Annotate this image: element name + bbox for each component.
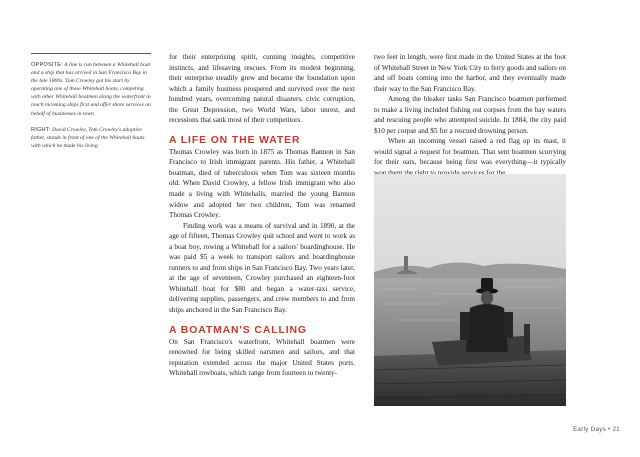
text-column-right	[374, 52, 566, 179]
photo-illustration	[374, 174, 566, 406]
caption-right-label: RIGHT:	[31, 126, 51, 133]
caption-opposite	[31, 61, 151, 118]
section-heading-boatmans-calling: A BOATMAN'S CALLING	[169, 324, 307, 336]
paragraph-bleaker-tasks: Among the bleaker tasks San Francisco boatmen performed to make a living included fishing out corpses from the bay waters and rescuing people who attempted suicide. In 1884, the city paid $10 per corpse and $5 for a rescued drowning person.	[374, 95, 566, 135]
photo-captions	[31, 53, 151, 158]
text-column-middle	[169, 52, 355, 379]
paragraph-red-flag: When an incoming vessel raised a red flag up its mast, it would signal a request for boatmen. That sent boatmen scurrying for their oars, because being first was everything—it typically	[374, 137, 566, 167]
caption-opposite-label: OPPOSITE:	[31, 62, 63, 68]
section-heading-life-on-the-water: A LIFE ON THE WATER	[169, 134, 301, 146]
caption-rule-top	[31, 53, 151, 54]
caption-opposite-text: A line is run between a Whitehall boat and a ship that has arrived in San Francisco Bay in the late 1800s. Tom Crowley got his start by operating one of these Whitehall boats, competing with other Whitehall boatmen along the waterfront to reach incoming ships first and offer shore services on behalf of businesses in town.	[31, 62, 151, 117]
historical-photo-david-crowley	[374, 174, 566, 406]
page-footer: Early Days • 21	[573, 426, 620, 433]
paragraph-birth: Thomas Crowley was born in 1875 as Thomas Bannon in San Francisco to Irish immigrant parents. His father, a Whitehall boatman, died of tuberculosis when Tom was sixteen months old. When David Crowley, a fellow Irish immigrant who also made a living with Whitehalls, married the young Bannon widow and adopted her two children, Tom was renamed Thomas Crowley.	[169, 147, 355, 220]
caption-right	[31, 126, 151, 150]
intro-paragraph: for their enterprising spirit, cunning insights, competitive instincts, and lifesaving rescues. From its modest beginning, their enterprise steadily grew and became the foundation upon which a family business prospered and survived over the next hundred years, overcoming natural disasters, civic corruption, the Great Depression, two World Wars, labor unrest, and recessions that sank most of their competitors.	[169, 53, 355, 125]
caption-right-text: David Crowley, Tom Crowley's adoptive father, stands in front of one of the Whitehall boats with which he made his living.	[31, 126, 145, 149]
paragraph-whitehall-continued: two feet in length, were first made in the United States at the foot of Whitehall Street in New York City to ferry goods and sailors on and off boats coming into the harbor, and they eventually made their way to the San Francisco Bay.	[374, 53, 566, 93]
paragraph-whitehall: On San Francisco's waterfront, Whitehall boatmen were renowned for being skilled oarsmen and sailors, and that reputation extended across the major United States ports. Whitehall rowboats, which range from fourteen to twenty-	[169, 337, 355, 378]
paragraph-work: Finding work was a means of survival and in 1890, at the age of fifteen, Thomas Crowley quit school and went to work as a boat boy, rowing a Whitehall for a sailors' boardinghouse. He was paid $5 a week to transport sailors and boardinghouse runners to and from ships in San Francisco Bay. Two years later, at the age of seventeen, Crowley purchased an eighteen-foot Whitehall boat for $80 and began a water-taxi service, delivering supplies, passengers, and crew members to and from ships anchored in the San Francisco Bay.	[169, 221, 355, 315]
